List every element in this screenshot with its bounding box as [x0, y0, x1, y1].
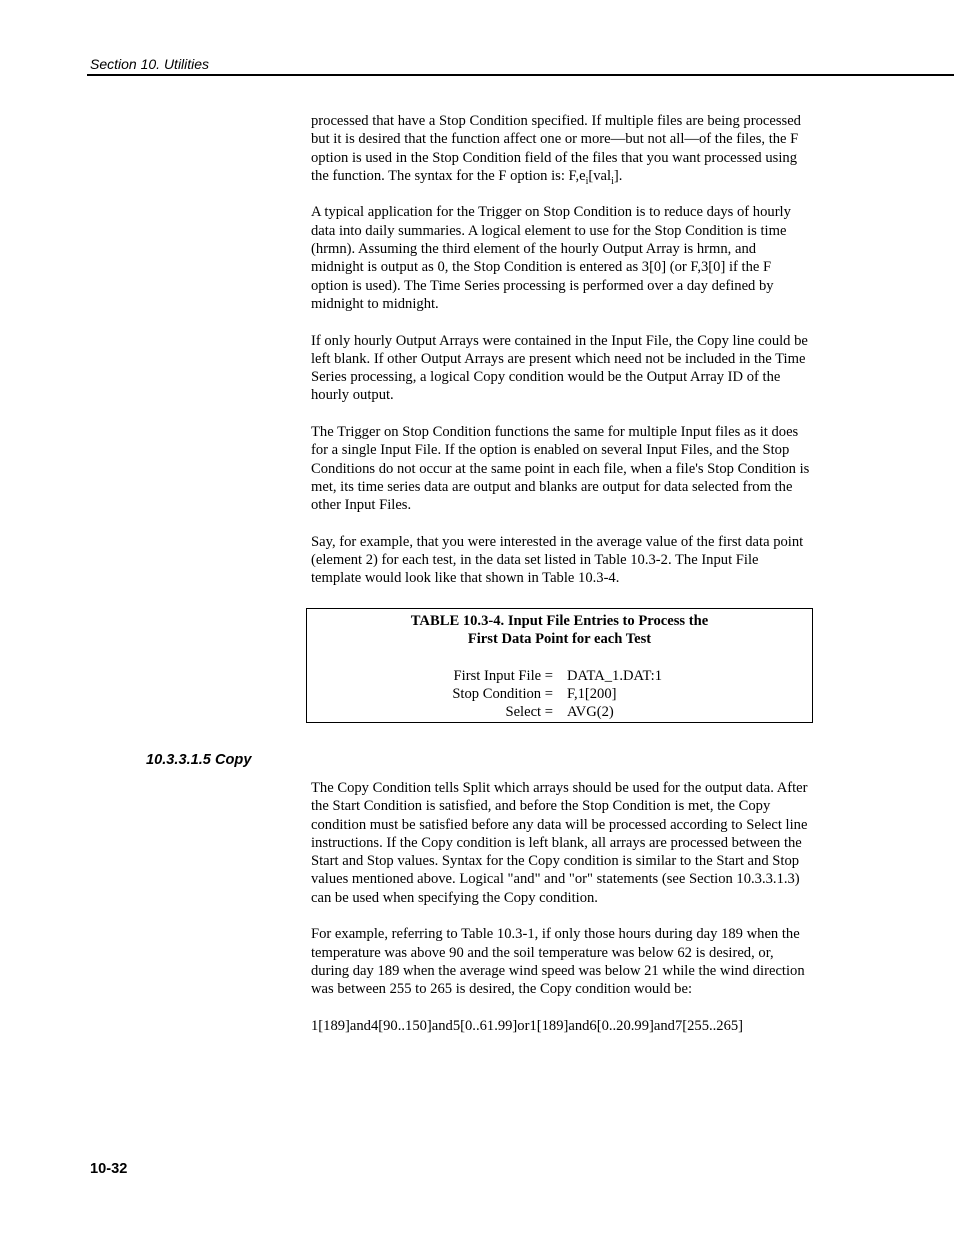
- row-label: Stop Condition =: [452, 686, 553, 703]
- table-rows: [307, 667, 812, 722]
- paragraph-stop-condition-f-option: processed that have a Stop Condition specified. If multiple files are being processed but it is desired that the function affect one or more—but not all—of the files, the F option is used in the Stop Condition field of the files that you want processed using the function. The syntax for the F option is: $F,e_i[val_i]$.: [311, 113, 801, 187]
- header-rule: [87, 74, 954, 76]
- table-row: [307, 667, 812, 685]
- upper-body: [311, 112, 811, 606]
- paragraph-hourly-output-arrays: If only hourly Output Arrays were contained in the Input File, the Copy line could be left blank. If other Output Arrays are present which need not be included in the Time Series processing, a logical Copy condition would be the Output Array ID of the hourly output.: [311, 332, 808, 404]
- page-number: 10-32: [90, 1161, 128, 1177]
- row-label: Select =: [505, 704, 553, 721]
- row-value: DATA_1.DAT:1: [567, 667, 662, 684]
- paragraph-example-average: Say, for example, that you were interested in the average value of the first data point (element 2) for each test, in the data set listed in Table 10.3-2. The Input File template would look like that shown in Table 10.3-4.: [311, 533, 804, 587]
- row-value: F,1[200]: [567, 686, 617, 703]
- running-header: Section 10. Utilities: [90, 56, 210, 72]
- copy-condition-expression: 1[189]and4[90..150]and5[0..61.99]or1[189]and6[0..20.99]and7[255..265]: [311, 1017, 744, 1034]
- paragraph-copy-example: For example, referring to Table 10.3-1, if only those hours during day 189 when the temperature was above 90 and the soil temperature was below 62 is desired, or, during day 189 when the average wind speed was below 21 while the wind direction was between 255 to 265 is desired, the Copy condition would be:: [311, 926, 805, 998]
- table-row: [307, 703, 812, 721]
- lower-body: [311, 779, 811, 1053]
- paragraph-multiple-input-files: The Trigger on Stop Condition functions the same for multiple Input files as it does for a single Input File. If the option is enabled on several Input Files, and the Stop Conditions do not occur at the same point in each file, when a file's Stop Condition is met, its time series data are output and blanks are output for data selected from the other Input Files.: [311, 424, 810, 514]
- paragraph-copy-condition: The Copy Condition tells Split which arrays should be used for the output data. After the Start Condition is satisfied, and before the Stop Condition is met, the Copy condition must be satisfied before any data will be processed according to Select line instructions. If the Copy condition is left blank, all arrays are processed between the Start and Stop values. Syntax for the Copy condition is similar to the Start and Stop values mentioned above. Logical "and" and "or" statements (see Section 10.3.3.1.3) can be used when specifying the Copy condition.: [311, 780, 808, 906]
- paragraph-typical-application: A typical application for the Trigger on Stop Condition is to reduce days of hourly data into daily summaries. A logical element to use for the Stop Condition is time (hrmn). Assuming the third element of the hourly Output Array is hrmn, and midnight is output as 0, the Stop Condition is entered as 3[0] (or F,3[0] if the F option is used). The Time Series processing is performed over a day defined by midnight to midnight.: [311, 204, 791, 312]
- row-label: First Input File =: [453, 667, 553, 684]
- row-value: AVG(2): [567, 704, 614, 721]
- table-title: TABLE 10.3-4. Input File Entries to Process the First Data Point for each Test: [410, 613, 709, 648]
- section-subheading: 10.3.3.1.5 Copy: [146, 752, 252, 768]
- input-file-table: [306, 608, 813, 723]
- table-row: [307, 685, 812, 703]
